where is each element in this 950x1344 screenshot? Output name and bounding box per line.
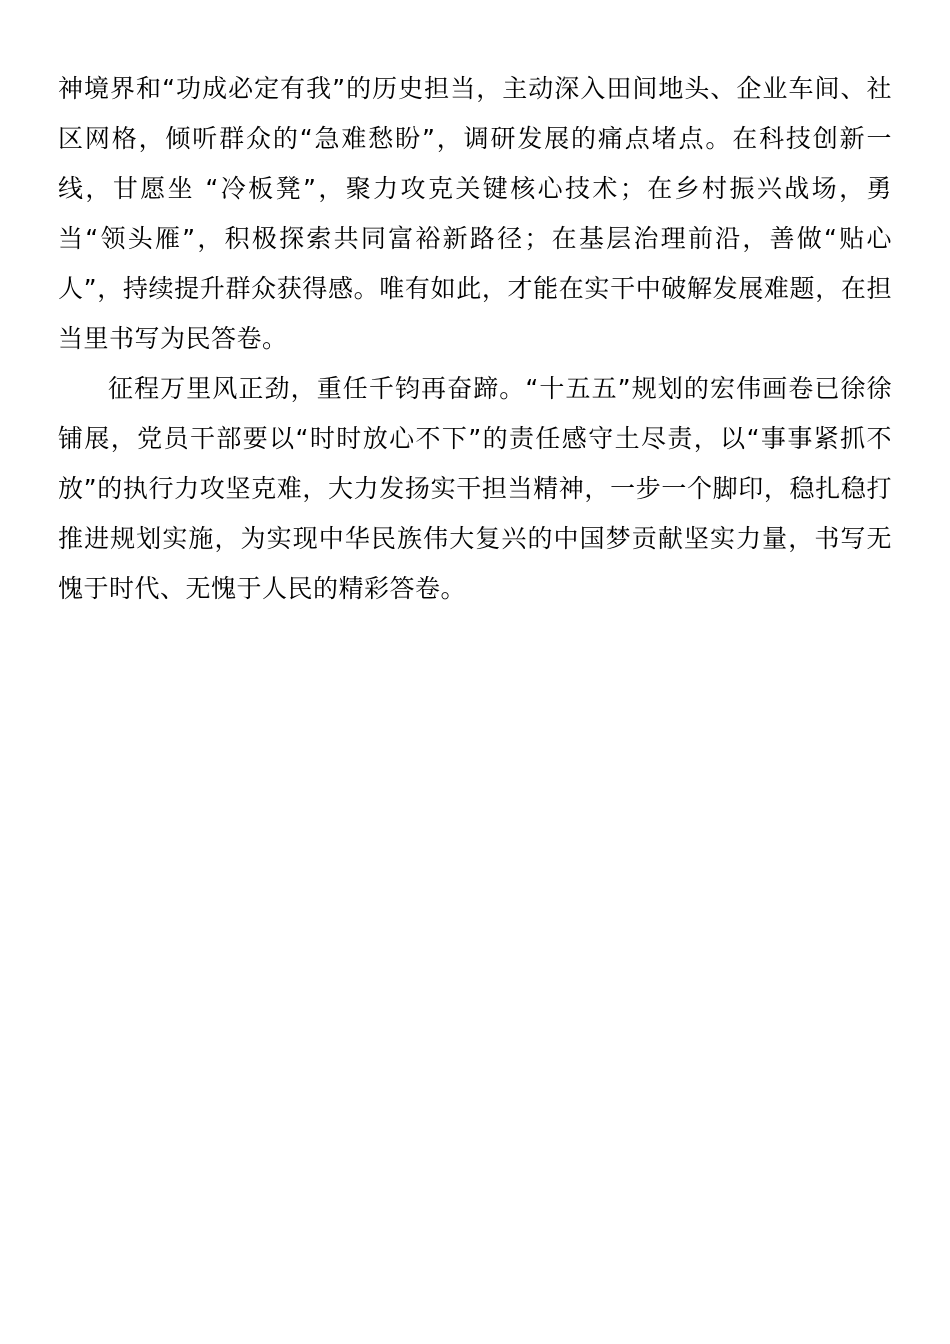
- paragraph-closing: 征程万里风正劲，重任千钧再奋蹄。“十五五”规划的宏伟画卷已徐徐铺展，党员干部要以“时时放心不下”的责任感守土尽责，以“事事紧抓不放”的执行力攻坚克难，大力发扬实干担当精神，一步一个脚印，稳扎稳打推进规划实施，为实现中华民族伟大复兴的中国梦贡献坚实力量，书写无愧于时代、无愧于人民的精彩答卷。: [58, 374, 892, 603]
- paragraph-continuation: 神境界和“功成必定有我”的历史担当，主动深入田间地头、企业车间、社区网格，倾听群众的“急难愁盼”，调研发展的痛点堵点。在科技创新一线，甘愿坐 “冷板凳”，聚力攻克关键核心技术；在乡村振兴战场，勇当“领头雁”，积极探索共同富裕新路径；在基层治理前沿，善做“贴心人”，持续提升群众获得感。唯有如此，才能在实干中破解发展难题，在担当里书写为民答卷。: [58, 74, 892, 353]
